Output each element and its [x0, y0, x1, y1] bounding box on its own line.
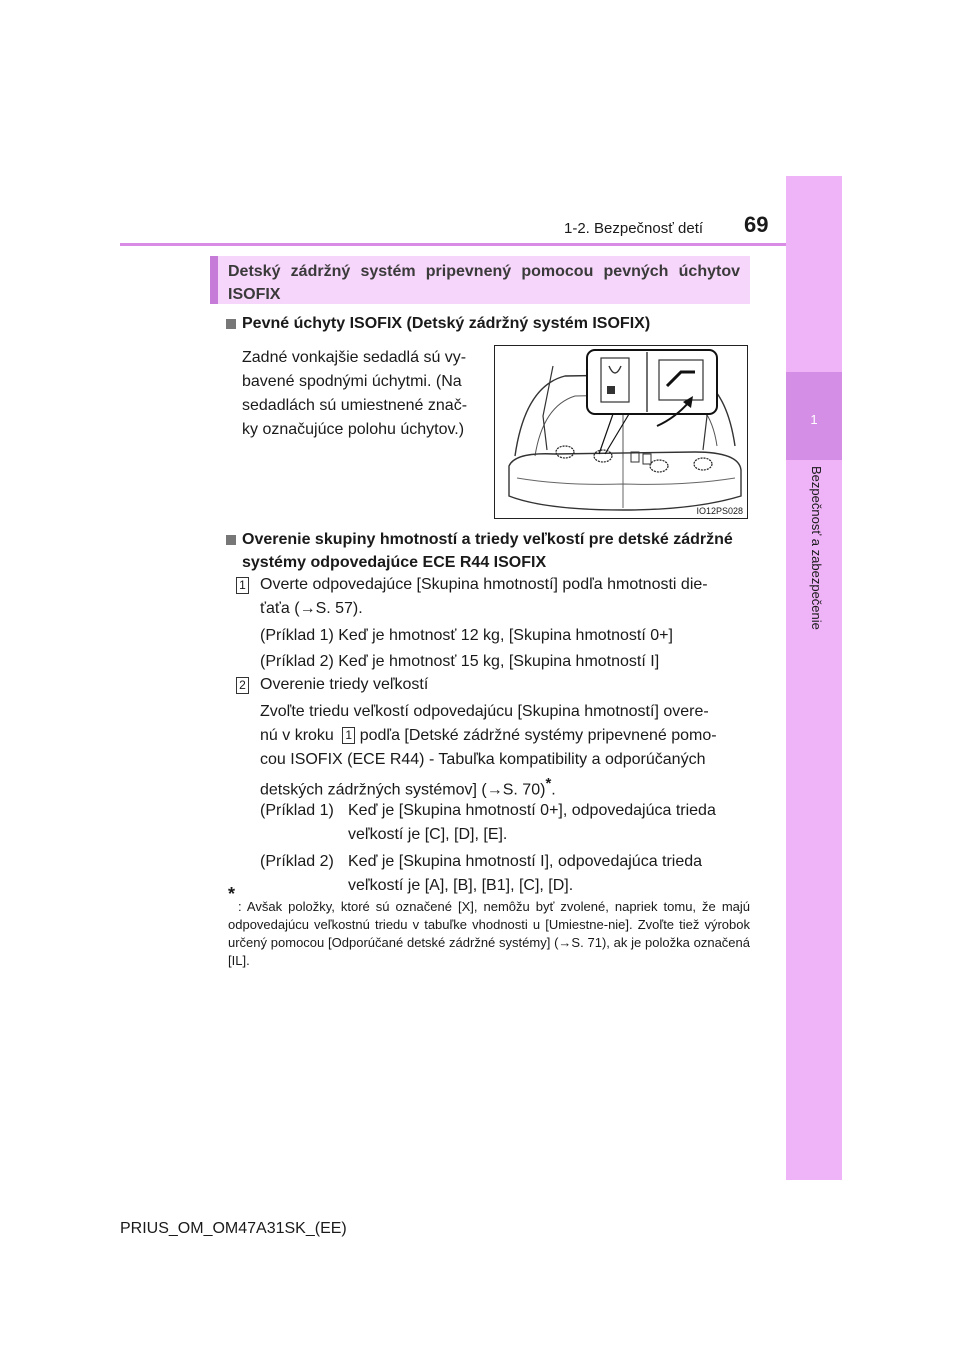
step-reference-badge: 1 — [342, 727, 355, 744]
step2-example-label: (Príklad 2) — [260, 853, 334, 870]
document-code: PRIUS_OM_OM47A31SK_(EE) — [120, 1220, 347, 1237]
step2-example-label: (Príklad 1) — [260, 802, 334, 819]
step2-example-line: Keď je [Skupina hmotností I], odpovedajúca trieda — [348, 853, 703, 870]
block2-heading-line: Overenie skupiny hmotností a triedy veľkostí pre detské zádržné — [242, 531, 733, 548]
rear-seat-drawing — [495, 346, 748, 519]
block1-line: ky označujúce polohu úchytov.) — [242, 421, 465, 438]
footnote-marker: * — [545, 775, 552, 792]
footnote-star: * — [228, 884, 236, 904]
side-tab — [786, 176, 842, 1180]
side-tab-label: Bezpečnosť a zabezpečenie — [809, 466, 824, 630]
step2-line: cou ISOFIX (ECE R44) - Tabuľka kompatibility a odporúčaných — [260, 751, 706, 768]
side-tab-number: 1 — [810, 412, 818, 427]
step2-title: Overenie triedy veľkostí — [260, 676, 429, 693]
step2-line — [260, 772, 556, 802]
step2-line: Zvoľte triedu veľkostí odpovedajúcu [Skupina hmotností] overe- — [260, 703, 709, 720]
block1-line: sedadlách sú umiestnené znač- — [242, 397, 468, 414]
step2-line — [260, 724, 717, 748]
chapter-title: 1-2. Bezpečnosť detí — [564, 220, 704, 237]
step2-line-text: podľa [Detské zádržné systémy pripevnené pomo- — [355, 727, 717, 744]
block2-heading-line: systémy odpovedajúce ECE R44 ISOFIX — [242, 554, 547, 571]
section-title-box — [210, 256, 750, 304]
footnote-text: : Avšak položky, ktoré sú označené [X], nemôžu byť zvolené, napriek tomu, že majú odpovedajúcu veľkostnú triedu v tabuľke vhodnosti u [Umiestne-nie]. Zvoľte tiež výrobok určený pomocou [Odporúčané detské zádržné systémy] (→S. 71), ak je položka označená [IL]. — [228, 899, 750, 968]
isofix-seat-illustration — [494, 345, 748, 519]
step2-line-text: detských zádržných systémov] (→S. 70) — [260, 781, 546, 799]
step2-example-line: veľkostí je [C], [D], [E]. — [348, 826, 508, 843]
step1-line: Overte odpovedajúce [Skupina hmotností] podľa hmotnosti die- — [260, 576, 708, 593]
page-number: 69 — [744, 212, 769, 237]
bullet-square-icon — [226, 319, 236, 329]
step-number-badge: 1 — [236, 577, 249, 594]
step1-example: (Príklad 1) Keď je hmotnosť 12 kg, [Skupina hmotností 0+] — [260, 627, 673, 644]
block1-line: bavené spodnými úchytmi. (Na — [242, 373, 462, 390]
step1-example: (Príklad 2) Keď je hmotnosť 15 kg, [Skupina hmotností I] — [260, 653, 660, 670]
step-number-badge: 2 — [236, 677, 249, 694]
step2-example-line: Keď je [Skupina hmotností 0+], odpovedajúca trieda — [348, 802, 716, 819]
block1-line: Zadné vonkajšie sedadlá sú vy- — [242, 349, 467, 366]
illustration-code: IO12PS028 — [696, 506, 743, 516]
section-title: Detský zádržný systém pripevnený pomocou pevných úchytov ISOFIX — [228, 263, 740, 303]
step2-line-text: . — [551, 781, 556, 799]
header-rule — [120, 243, 840, 246]
step2-line-text: nú v kroku — [260, 727, 334, 744]
step2-example-line: veľkostí je [A], [B], [B1], [C], [D]. — [348, 877, 574, 894]
step1-line: ťaťa (→S. 57). — [260, 600, 363, 617]
block1-heading: Pevné úchyty ISOFIX (Detský zádržný systém ISOFIX) — [242, 315, 651, 332]
bullet-square-icon — [226, 535, 236, 545]
